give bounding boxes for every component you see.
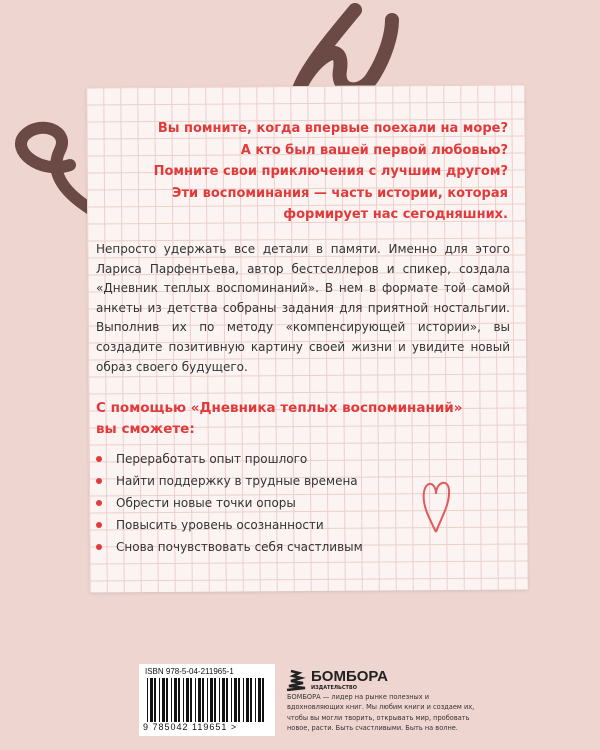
barcode-bar <box>219 678 220 722</box>
barcode-bars <box>147 678 267 722</box>
barcode-bar <box>171 678 172 722</box>
bullet-icon <box>96 456 102 462</box>
benefits-list <box>96 448 363 558</box>
barcode-bar <box>186 678 189 722</box>
barcode-bar <box>174 678 177 722</box>
publisher-logo <box>285 668 388 691</box>
benefits-title-line: С помощью «Дневника теплых воспоминаний» <box>96 400 463 416</box>
barcode-bar <box>214 678 216 722</box>
intro-questions <box>100 118 508 226</box>
benefits-title-line: вы сможете: <box>96 421 195 437</box>
list-item <box>96 536 363 558</box>
barcode-bar <box>238 678 240 722</box>
barcode-bar <box>234 678 237 722</box>
barcode-bar <box>207 678 208 722</box>
barcode-bar <box>222 678 225 722</box>
bullet-icon <box>96 478 102 484</box>
list-item <box>96 470 363 492</box>
intro-line: формирует нас сегодняшних. <box>283 207 508 222</box>
barcode-bar <box>178 678 180 722</box>
barcode-digits: 9 785042 119651 > <box>143 722 238 732</box>
list-item-text: Найти поддержку в трудные времена <box>116 474 358 488</box>
publisher-logo-icon <box>285 669 307 691</box>
publisher-name: БОМБОРА <box>311 668 388 685</box>
publisher-text: БОМБОРА — лидер на рынке полезных и вдохновляющих книг. Мы любим книги и создаем их, чтобы вы могли творить, открывать мир, пробовать новое, расти. Быть счастливыми. Быть на волне. <box>287 693 475 732</box>
barcode-bar <box>262 678 264 722</box>
barcode-bar <box>243 678 244 722</box>
list-item-text: Повысить уровень осознанности <box>116 518 324 532</box>
barcode-bar <box>162 678 165 722</box>
list-item <box>96 492 363 514</box>
barcode-bar <box>195 678 196 722</box>
barcode-bar <box>190 678 192 722</box>
bullet-icon <box>96 544 102 550</box>
barcode-bar <box>159 678 160 722</box>
isbn: ISBN 978-5-04-211965-1 <box>145 667 234 676</box>
barcode-bar <box>231 678 232 722</box>
barcode-bar <box>166 678 168 722</box>
description: Непросто удержать все детали в памяти. Именно для этого Лариса Парфентьева, автор бестселлеров и спикер, создала «Дневник теплых воспоминаний». В нем в формате той самой анкеты из детства собраны задания для приятной ностальгии. Выполнив их по методу «компенсирующей истории», вы создадите позитивную картину своей жизни и увидите новый образ своего будущего. <box>96 242 510 374</box>
list-item-text: Переработать опыт прошлого <box>116 452 308 466</box>
barcode-bar <box>226 678 228 722</box>
barcode-bar <box>255 678 256 722</box>
intro-line: Вы помните, когда впервые поехали на море? <box>157 121 508 136</box>
barcode-bar <box>198 678 201 722</box>
heart-icon <box>418 466 454 536</box>
intro-line: Эти воспоминания — часть истории, которая <box>171 185 508 201</box>
barcode <box>139 664 275 736</box>
list-item-text: Снова почувствовать себя счастливым <box>116 540 363 554</box>
barcode-bar <box>183 678 184 722</box>
list-item-text: Обрести новые точки опоры <box>116 496 296 510</box>
barcode-bar <box>246 678 249 722</box>
barcode-bar <box>250 678 252 722</box>
barcode-bar <box>210 678 213 722</box>
bullet-icon <box>96 500 102 506</box>
barcode-bar <box>202 678 204 722</box>
list-item <box>96 448 363 470</box>
barcode-bar <box>258 678 261 722</box>
barcode-bar <box>154 678 156 722</box>
intro-line: А кто был вашей первой любовью? <box>240 142 508 158</box>
bullet-icon <box>96 522 102 528</box>
publisher-sub: ИЗДАТЕЛЬСТВО <box>311 685 357 691</box>
barcode-bar <box>150 678 153 722</box>
list-item <box>96 514 363 536</box>
barcode-bar <box>147 678 148 722</box>
intro-line: Помните свои приключения с лучшим другом? <box>153 164 508 179</box>
benefits-title <box>96 398 476 440</box>
